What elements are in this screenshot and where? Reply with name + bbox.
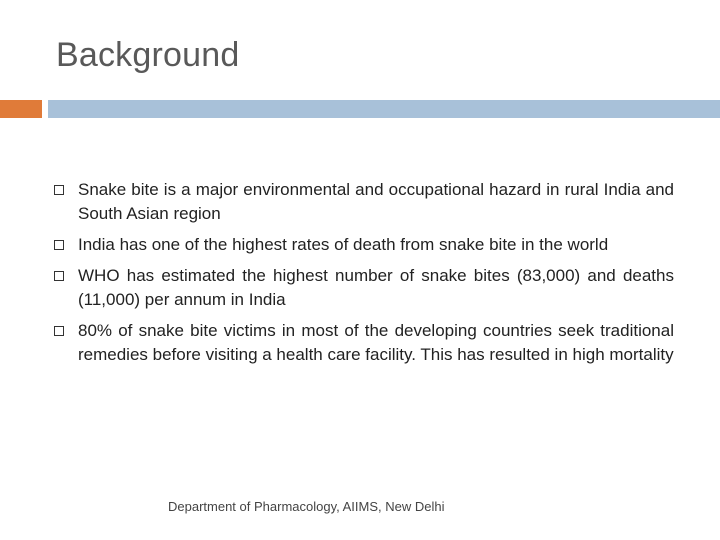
bullet-text: WHO has estimated the highest number of snake bites (83,000) and deaths (11,000) per annum in India: [78, 266, 674, 309]
bullet-text: Snake bite is a major environmental and occupational hazard in rural India and South Asian region: [78, 180, 674, 223]
square-bullet-icon: [54, 271, 64, 281]
bullet-text: 80% of snake bite victims in most of the developing countries seek traditional remedies before visiting a health care facility. This has resulted in high mortality: [78, 321, 674, 364]
square-bullet-icon: [54, 240, 64, 250]
bullet-item: [54, 233, 674, 257]
square-bullet-icon: [54, 185, 64, 195]
accent-bar-blue: [48, 100, 720, 118]
bullet-list: [54, 178, 674, 374]
accent-bar-orange: [0, 100, 42, 118]
bullet-item: [54, 319, 674, 367]
bullet-item: [54, 178, 674, 226]
slide-title: Background: [56, 36, 240, 74]
slide-footer: Department of Pharmacology, AIIMS, New Delhi: [168, 499, 445, 514]
square-bullet-icon: [54, 326, 64, 336]
bullet-item: [54, 264, 674, 312]
bullet-text: India has one of the highest rates of death from snake bite in the world: [78, 235, 609, 254]
